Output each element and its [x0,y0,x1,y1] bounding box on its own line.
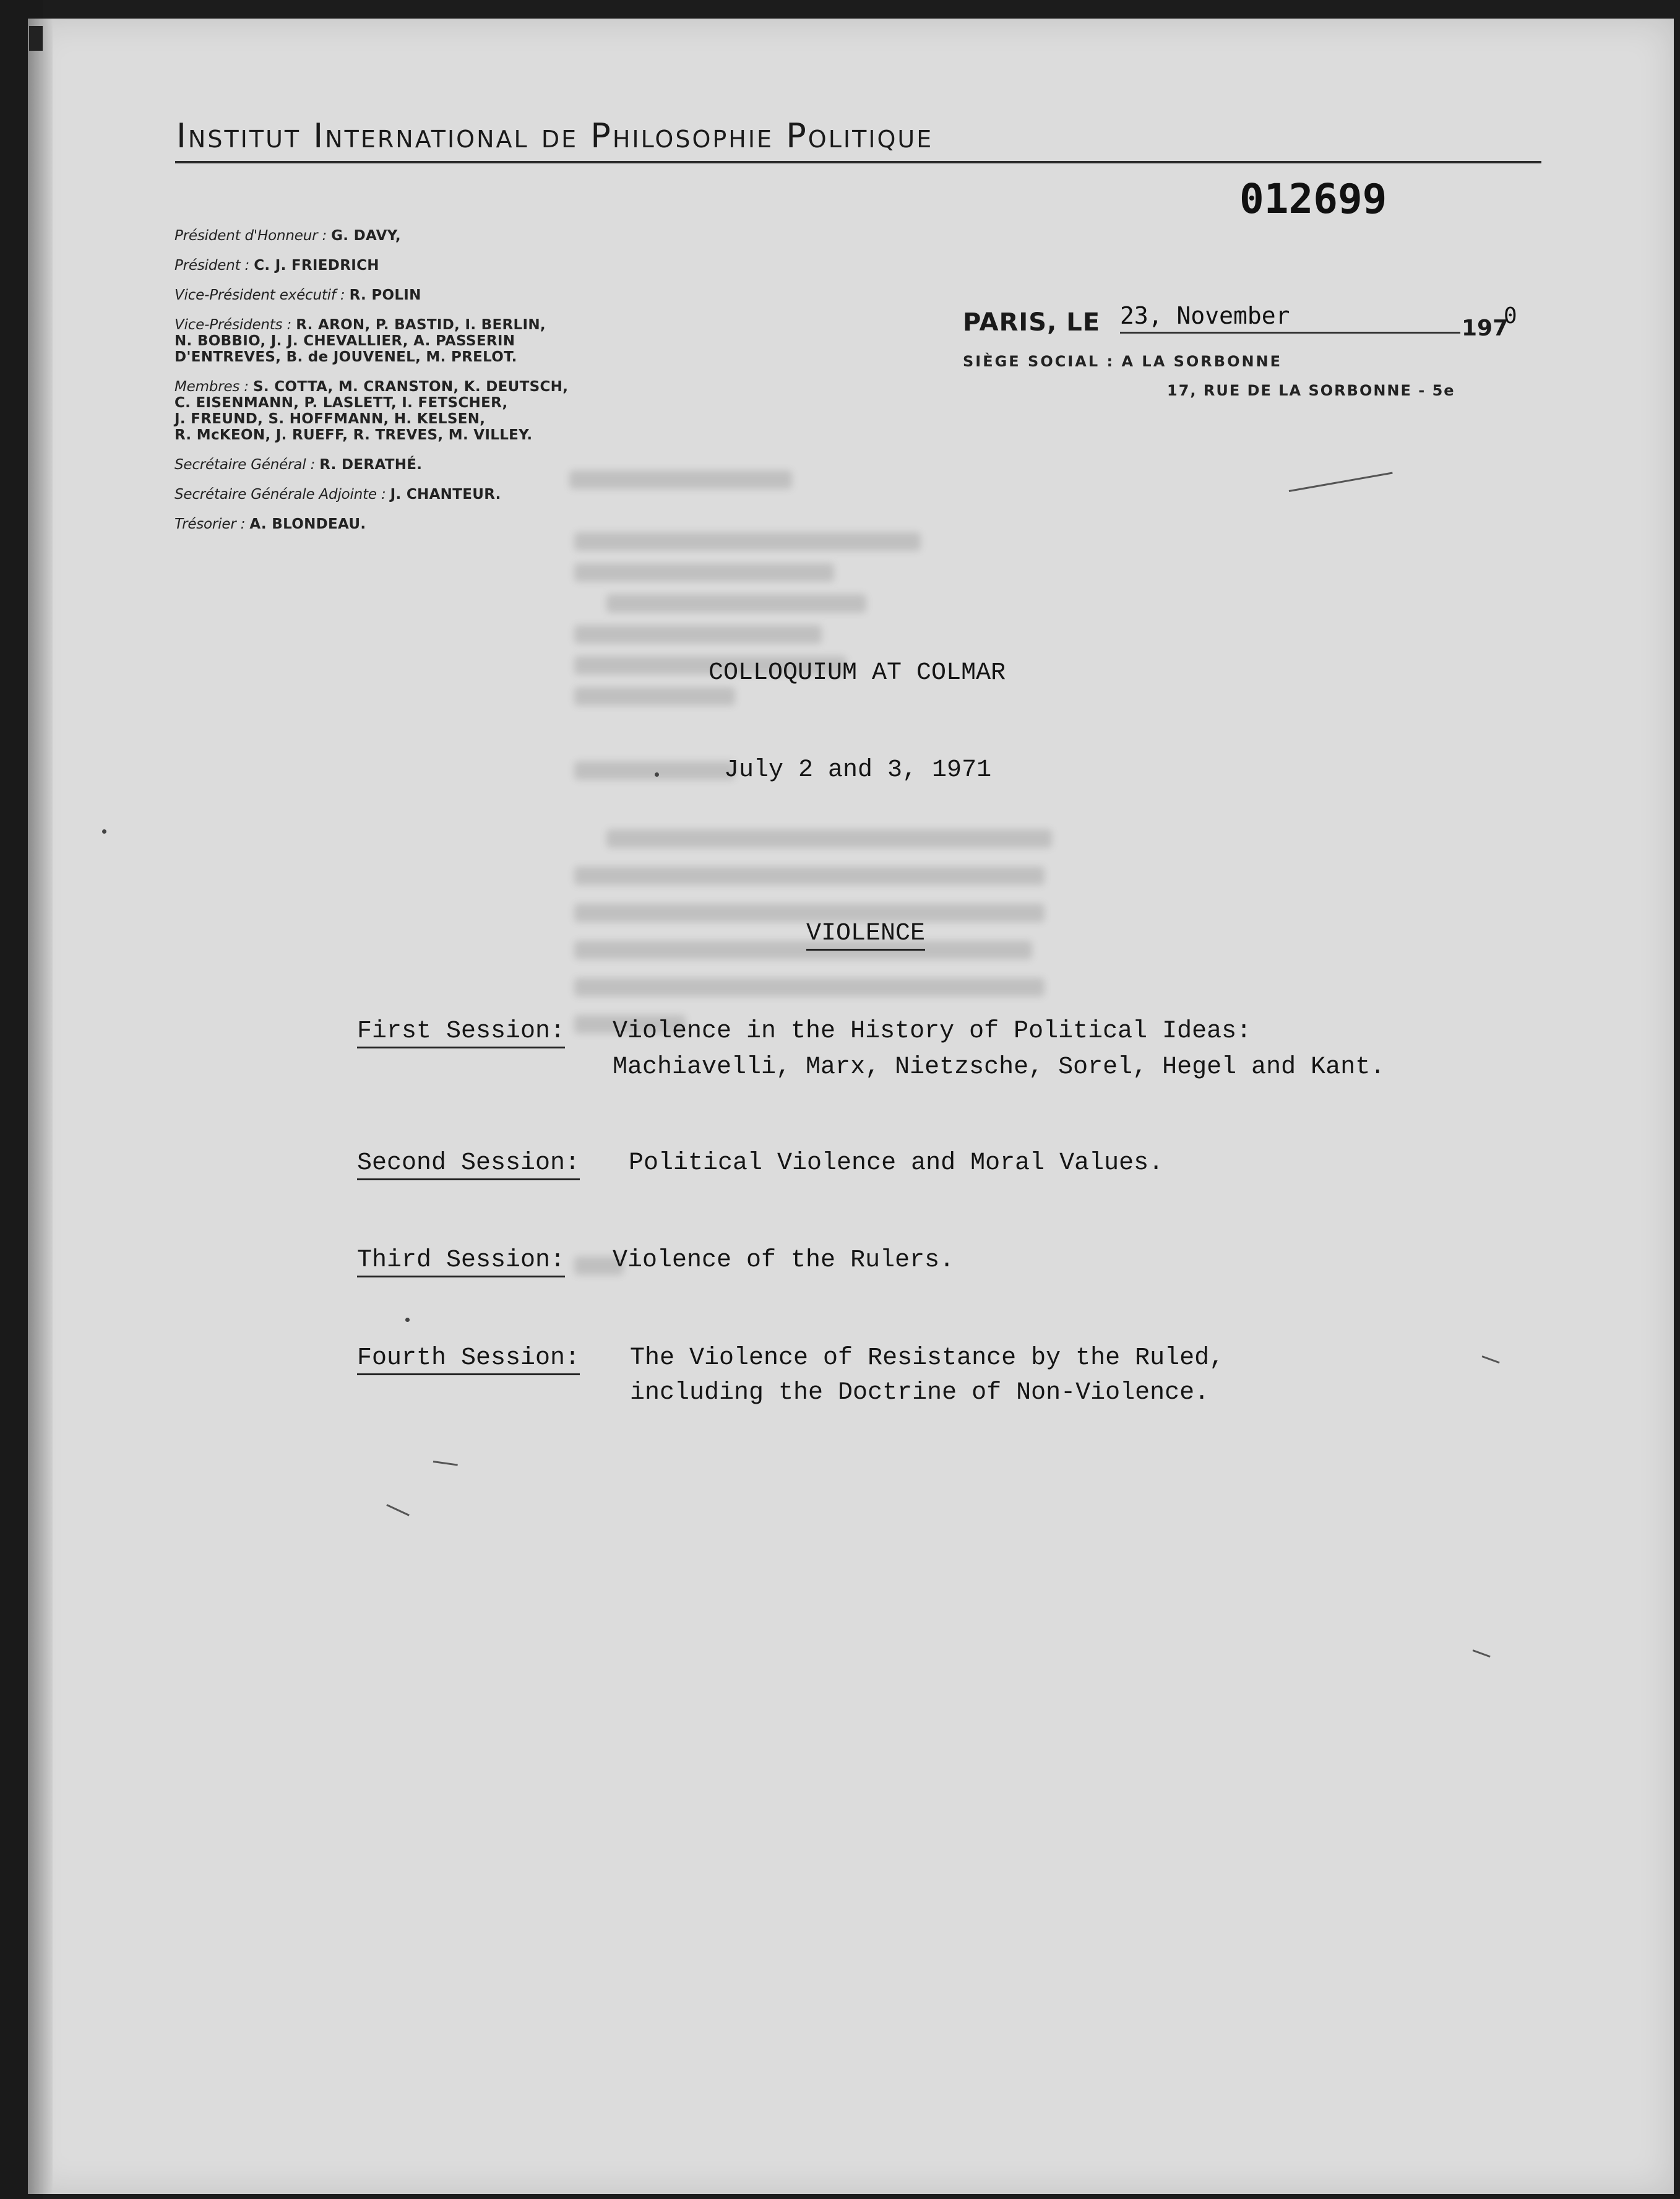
speck [102,829,106,834]
year-prefix: 197 [1462,316,1509,341]
dateline-date: 23, November [1120,302,1290,329]
corner-mark [29,26,43,51]
event-dates: July 2 and 3, 1971 [724,756,992,784]
officer-entry [174,228,608,244]
officer-names: R. McKEON, J. RUEFF, R. TREVES, M. VILLEY. [174,427,533,443]
session-topic: Violence in the History of Political Ideas: [613,1017,1252,1045]
officer-names: D'ENTREVES, B. de JOUVENEL, M. PRELOT. [174,349,517,365]
seat-address: SIÈGE SOCIAL : A LA SORBONNE [963,353,1283,370]
session-label: Third Session: [357,1246,565,1277]
officer-entry [174,317,608,365]
officer-role: Président d'Honneur : [174,228,327,244]
officers-list [174,228,608,532]
session-label: Second Session: [357,1149,580,1180]
session-label: First Session: [357,1017,565,1048]
officer-role: Membres : [174,379,249,395]
document-number: 012699 [1239,175,1387,223]
officer-role: Secrétaire Général : [174,457,316,473]
officer-names: J. FREUND, S. HOFFMANN, H. KELSEN, [174,411,486,427]
officer-entry [174,457,608,473]
officer-names: C. J. FRIEDRICH [254,257,379,274]
officer-entry [174,486,608,503]
session-topic: Machiavelli, Marx, Nietzsche, Sorel, Hegel and Kant. [613,1053,1385,1081]
officer-entry [174,257,608,274]
speck [405,1318,410,1322]
officer-names: S. COTTA, M. CRANSTON, K. DEUTSCH, [252,379,569,395]
officer-names: R. POLIN [349,287,421,303]
officer-entry [174,516,608,532]
letterhead-title: Institut International de Philosophie Politique [176,116,934,155]
session-topic: including the Doctrine of Non-Violence. [630,1379,1210,1407]
event-title: COLLOQUIUM AT COLMAR [709,659,1006,687]
session-label: Fourth Session: [357,1344,580,1375]
session-topic: Violence of the Rulers. [613,1246,955,1274]
officer-names: A. BLONDEAU. [249,516,366,532]
officer-role: Secrétaire Générale Adjointe : [174,486,386,503]
officer-role: Vice-Président exécutif : [174,287,345,303]
date-rule [1120,332,1460,334]
officer-entry [174,287,608,303]
officer-role: Trésorier : [174,516,246,532]
session-topic: Political Violence and Moral Values. [629,1149,1164,1177]
event-theme: VIOLENCE [806,920,925,951]
officer-names: C. EISENMANN, P. LASLETT, I. FETSCHER, [174,395,508,411]
officer-names: R. DERATHÉ. [319,457,423,473]
officer-names: R. ARON, P. BASTID, I. BERLIN, [296,317,546,333]
speck [655,772,659,777]
date-field [1120,302,1460,329]
street-address: 17, RUE DE LA SORBONNE - 5e [1167,382,1455,399]
officer-role: Vice-Présidents : [174,317,292,333]
year-digit: 0 [1504,303,1517,329]
officer-names: G. DAVY, [331,228,401,244]
officer-entry [174,379,608,443]
officer-role: Président : [174,257,250,274]
officer-names: N. BOBBIO, J. J. CHEVALLIER, A. PASSERIN [174,333,515,349]
officer-names: J. CHANTEUR. [390,486,501,503]
dateline-place: PARIS, LE [963,308,1101,337]
letterhead-rule [175,161,1541,163]
session-topic: The Violence of Resistance by the Ruled, [630,1344,1225,1372]
page-edge [28,19,53,2194]
